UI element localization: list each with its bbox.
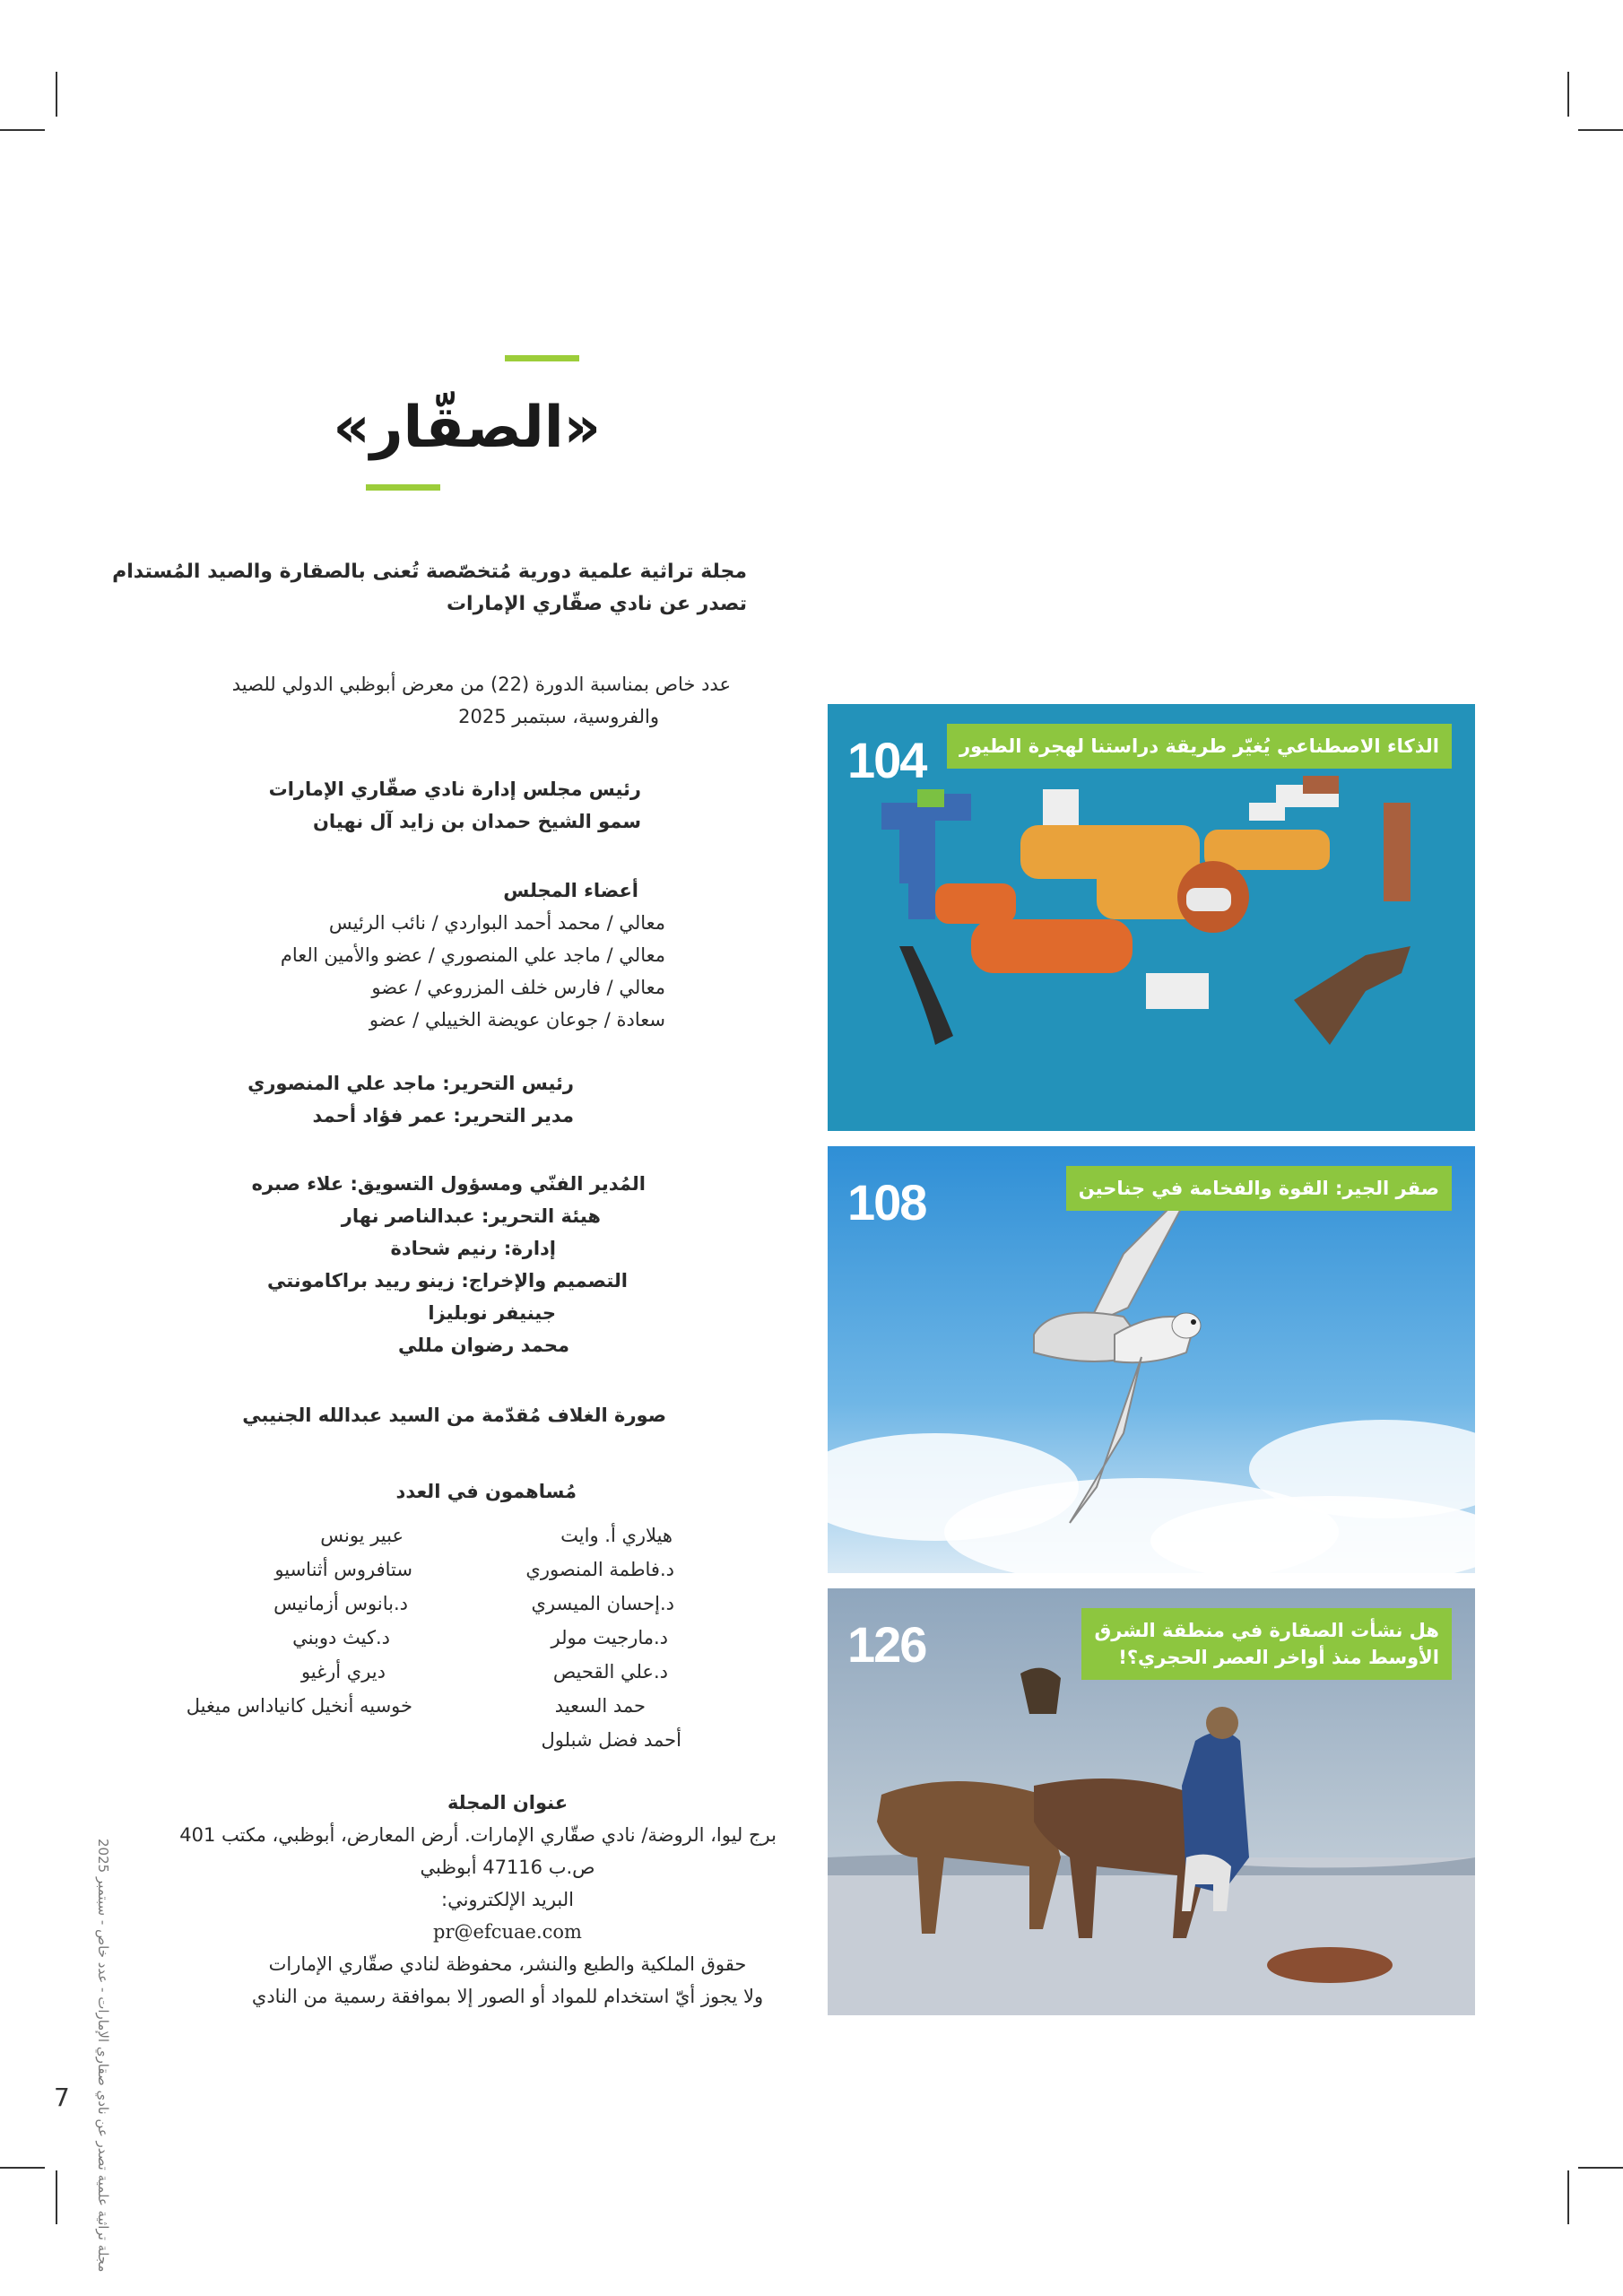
address-block — [179, 1787, 777, 2013]
feature-card-gyrfalcon[interactable] — [828, 1146, 1475, 1573]
board-heading: أعضاء المجلس — [503, 880, 638, 901]
contributor-name: د.علي القحيص — [552, 1661, 668, 1683]
feature-title-tag: صقر الجير: القوة والفخامة في جناحين — [1066, 1166, 1452, 1211]
board-member: سعادة / جوعان عويضة الخييلي / عضو — [369, 1009, 665, 1031]
feature-card-ai-migration[interactable] — [828, 704, 1475, 1131]
rights-line-1: حقوق الملكية والطبع والنشر، محفوظة لنادي صقّاري الإمارات — [268, 1953, 747, 1975]
masthead-top-bar — [505, 355, 579, 361]
feature-page-number: 104 — [847, 732, 926, 788]
staff-line: هيئة التحرير: عبدالناصر نهار — [341, 1205, 601, 1227]
feature-page-number: 126 — [847, 1616, 926, 1673]
feature-title-line-1: هل نشأت الصقارة في منطقة الشرق — [1094, 1620, 1439, 1641]
crop-mark — [0, 129, 45, 131]
email-address[interactable]: pr@efcuae.com — [433, 1921, 582, 1943]
staff-line: التصميم والإخراج: زينو رييد براكامونتي — [266, 1270, 628, 1292]
crop-mark — [56, 72, 57, 117]
contributor-name: عبير يونس — [320, 1525, 404, 1546]
crop-mark — [1567, 72, 1569, 117]
board-member: معالي / فارس خلف المزروعي / عضو — [371, 977, 665, 998]
contributor-name: د.كيث دوبني — [292, 1627, 390, 1648]
crop-mark — [1567, 2170, 1569, 2224]
chairman-title: رئيس مجلس إدارة نادي صقّاري الإمارات — [268, 778, 641, 800]
contributors-column-left — [187, 1518, 412, 1723]
board-block — [281, 874, 665, 1036]
subtitle-line-2: تصدر عن نادي صقّاري الإمارات — [446, 593, 747, 615]
contributors-heading-text: مُساهمون في العدد — [395, 1481, 577, 1502]
chairman-name: سمو الشيخ حمدان بن زايد آل نهيان — [312, 811, 641, 832]
contributor-name: ديري أرغيو — [300, 1661, 386, 1683]
masthead-bottom-bar — [366, 484, 440, 491]
subtitle-line-1: مجلة تراثية علمية دورية مُتخصّصة تُعنى بالصقارة والصيد المُستدام — [112, 561, 747, 583]
feature-title-tag: الذكاء الاصطناعي يُغيّر طريقة دراستنا لهجرة الطيور — [947, 724, 1452, 769]
feature-page-number: 108 — [847, 1174, 926, 1231]
staff-line: جينيفر نوبليزا — [428, 1302, 556, 1324]
address-heading: عنوان المجلة — [447, 1792, 568, 1813]
contributors-heading — [396, 1475, 577, 1508]
chairman-block — [269, 773, 641, 838]
cover-credit — [242, 1399, 666, 1431]
managing-editor: مدير التحرير: عمر فؤاد أحمد — [312, 1105, 574, 1126]
editor-in-chief: رئيس التحرير: ماجد علي المنصوري — [247, 1073, 574, 1094]
editorial-block — [247, 1067, 574, 1132]
crop-mark — [56, 2170, 57, 2224]
contributor-name: ستافروس أثناسيو — [274, 1559, 412, 1580]
feature-card-falconry-origins[interactable] — [828, 1588, 1475, 2015]
cover-credit-text: صورة الغلاف مُقدّمة من السيد عبدالله الجنيبي — [242, 1405, 666, 1426]
contributor-name: هيلاري أ. وايت — [560, 1525, 673, 1546]
special-issue-line-2: والفروسية، سبتمبر 2025 — [458, 706, 659, 727]
rights-line-2: ولا يجوز أيّ استخدام للمواد أو الصور إلا بموافقة رسمية من النادي — [251, 1986, 764, 2007]
contributor-name: حمد السعيد — [554, 1695, 646, 1717]
feature-title-line-2: الأوسط منذ أواخر العصر الحجري؟! — [1118, 1647, 1439, 1668]
masthead-subtitle — [112, 556, 747, 621]
email-label: البريد الإلكتروني: — [441, 1889, 574, 1910]
staff-line: محمد رضوان مللي — [397, 1335, 569, 1356]
contributor-name: خوسيه أنخيل كانياداس ميغيل — [186, 1695, 412, 1717]
special-issue-line-1: عدد خاص بمناسبة الدورة (22) من معرض أبوظبي الدولي للصيد — [231, 674, 731, 695]
crop-mark — [0, 2167, 45, 2169]
contributors-column-right — [525, 1518, 681, 1757]
crop-mark — [1578, 2167, 1623, 2169]
contributor-name: د.مارجيت مولر — [551, 1627, 668, 1648]
contributor-name: د.بانوس أزمانيس — [273, 1593, 408, 1614]
side-caption: مجلة تراثية علمية تصدر عن نادي صقاري الإمارات - عدد خاص - سبتمبر 2025 — [95, 1839, 111, 2273]
address-line-2: ص.ب 47116 أبوظبي — [420, 1857, 595, 1878]
contributor-name: د.فاطمة المنصوري — [525, 1559, 674, 1580]
page-number: 7 — [54, 2083, 70, 2112]
staff-block — [252, 1168, 646, 1361]
board-member: معالي / ماجد علي المنصوري / عضو والأمين العام — [280, 944, 665, 966]
feature-title-tag — [1081, 1608, 1452, 1680]
address-line-1: برج ليوا، الروضة/ نادي صقّاري الإمارات. أرض المعارض، أبوظبي، مكتب 401 — [179, 1824, 777, 1846]
board-member: معالي / محمد أحمد البواردي / نائب الرئيس — [328, 912, 665, 934]
masthead-title: «الصقّار» — [333, 395, 601, 461]
staff-line: المُدير الفنّي ومسؤول التسويق: علاء صبره — [251, 1173, 646, 1195]
staff-line: إدارة: رنيم شحادة — [390, 1238, 556, 1259]
special-issue-note — [232, 668, 731, 733]
crop-mark — [1578, 129, 1623, 131]
contributor-name: د.إحسان الميسري — [531, 1593, 674, 1614]
contributor-name: أحمد فضل شبلول — [541, 1729, 681, 1751]
